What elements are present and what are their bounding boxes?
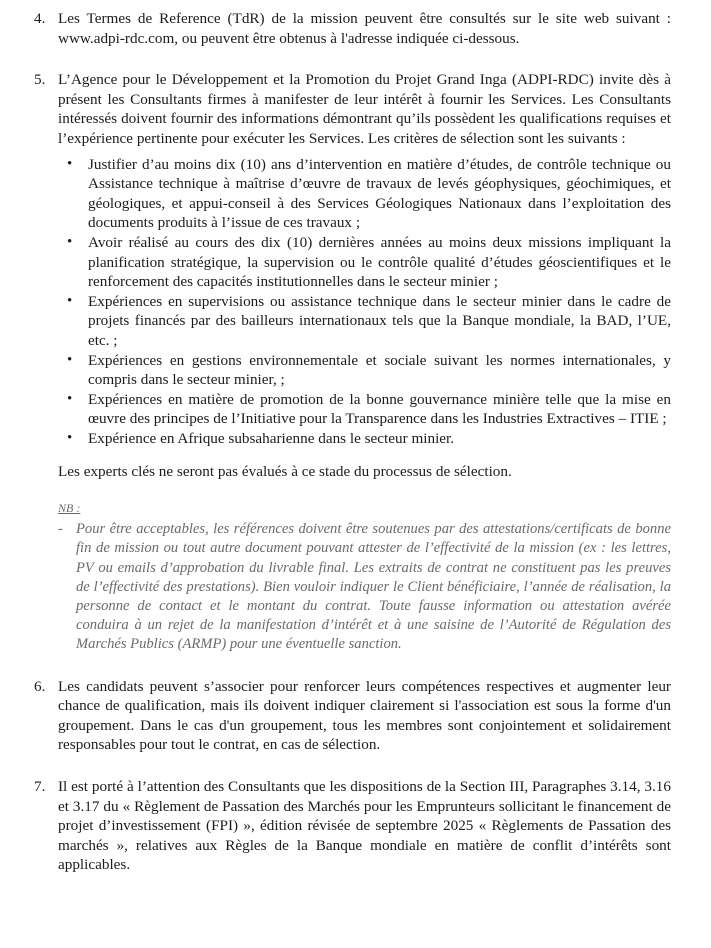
criterion-item: • Expérience en Afrique subsaharienne dans le secteur minier.	[58, 429, 671, 449]
section-number: 5.	[34, 71, 46, 89]
experts-note: Les experts clés ne seront pas évalués à ce stade du processus de sélection.	[58, 463, 512, 481]
section-number: 4.	[34, 10, 46, 27]
section-5	[34, 70, 671, 655]
nb-block	[58, 499, 671, 655]
section-4	[34, 9, 671, 48]
section-text: Les Termes de Reference (TdR) de la mission peuvent être consultés sur le site web suivant : www.adpi-rdc.com, ou peuvent être obtenus à l'adresse indiquée ci-dessous.	[58, 10, 671, 47]
section-6	[34, 677, 671, 755]
section-number: 6.	[34, 677, 46, 695]
nb-body	[58, 520, 671, 654]
criterion-item: • Expériences en gestions environnementale et sociale suivant les normes internationales, y compris dans le secteur minier, ;	[58, 351, 671, 390]
section-text: Les candidats peuvent s’associer pour renforcer leurs compétences respectives et augmenter leur chance de qualification, mais ils doivent indiquer clairement si l'association est sous la forme d'un groupement. Dans le cas d'un groupement, tous les membres sont conjointement et solidairement responsables pour tout le contrat, en cas de sélection.	[58, 677, 671, 754]
criterion-item: • Avoir réalisé au cours des dix (10) dernières années au moins deux missions impliquant la planification stratégique, la supervision ou le contrôle qualité d’études géoscientifiques et le renforcement des capacités institutionnelles dans le secteur minier ;	[58, 233, 671, 292]
selection-criteria-list	[58, 155, 671, 449]
nb-text: Pour être acceptables, les références doivent être soutenues par des attestations/certificats de bonne fin de mission ou tout autre document pouvant attester de l’effectivité de la mission (ex : les lettres, PV ou emails d’approbation du livrable final. Les extraits de contrat ne constituent pas les preuves de l’effectivité des prestations). Bien vouloir indiquer le Client bénéficiaire, l’année de réalisation, la personne de contact et le montant du contrat. Toute fausse information ou attestation avérée conduira à un rejet de la manifestation d’intérêt et à une saisine de l’Autorité de Régulation des Marchés Publics (ARMP) pour une éventuelle sanction.	[76, 521, 671, 653]
nb-label: NB :	[58, 501, 81, 516]
section-number: 7.	[34, 778, 46, 796]
nb-dash: -	[58, 521, 63, 538]
section-intro: L’Agence pour le Développement et la Promotion du Projet Grand Inga (ADPI-RDC) invite dès à présent les Consultants firmes à manifester de leur intérêt à fournir les Services. Les Consultants intéressés doivent fournir des informations démontrant qu’ils possèdent les qualifications requises et l’expérience pertinente pour exécuter les Services. Les critères de sélection sont les suivants :	[58, 71, 671, 147]
criterion-item: • Expériences en matière de promotion de la bonne gouvernance minière telle que la mise en œuvre des principes de l’Initiative pour la Transparence dans les Industries Extractives – ITIE ;	[58, 390, 671, 429]
criterion-item: • Justifier d’au moins dix (10) ans d’intervention en matière d’études, de contrôle technique ou Assistance technique à maîtrise d’œuvre de travaux de levés géophysiques, géochimiques, et géologiques, et appui-conseil à des Services Géologiques Nationaux dans l’exploitation des documents produits à l’issue de ces travaux ;	[58, 155, 671, 233]
section-text: Il est porté à l’attention des Consultants que les dispositions de la Section III, Paragraphes 3.14, 3.16 et 3.17 du « Règlement de Passation des Marchés pour les Emprunteurs sollicitant le financement de projet d’investissement (FPI) », édition révisée de septembre 2025 « Règlements de Passation des marchés », relatives aux Règles de la Banque mondiale en matière de conflit d’intérêts sont applicables.	[58, 778, 671, 874]
criterion-item: • Expériences en supervisions ou assistance technique dans le secteur minier dans le cadre de projets financés par des bailleurs internationaux tels que la Banque mondiale, la BAD, l’UE, etc. ;	[58, 292, 671, 351]
section-7	[34, 777, 671, 875]
